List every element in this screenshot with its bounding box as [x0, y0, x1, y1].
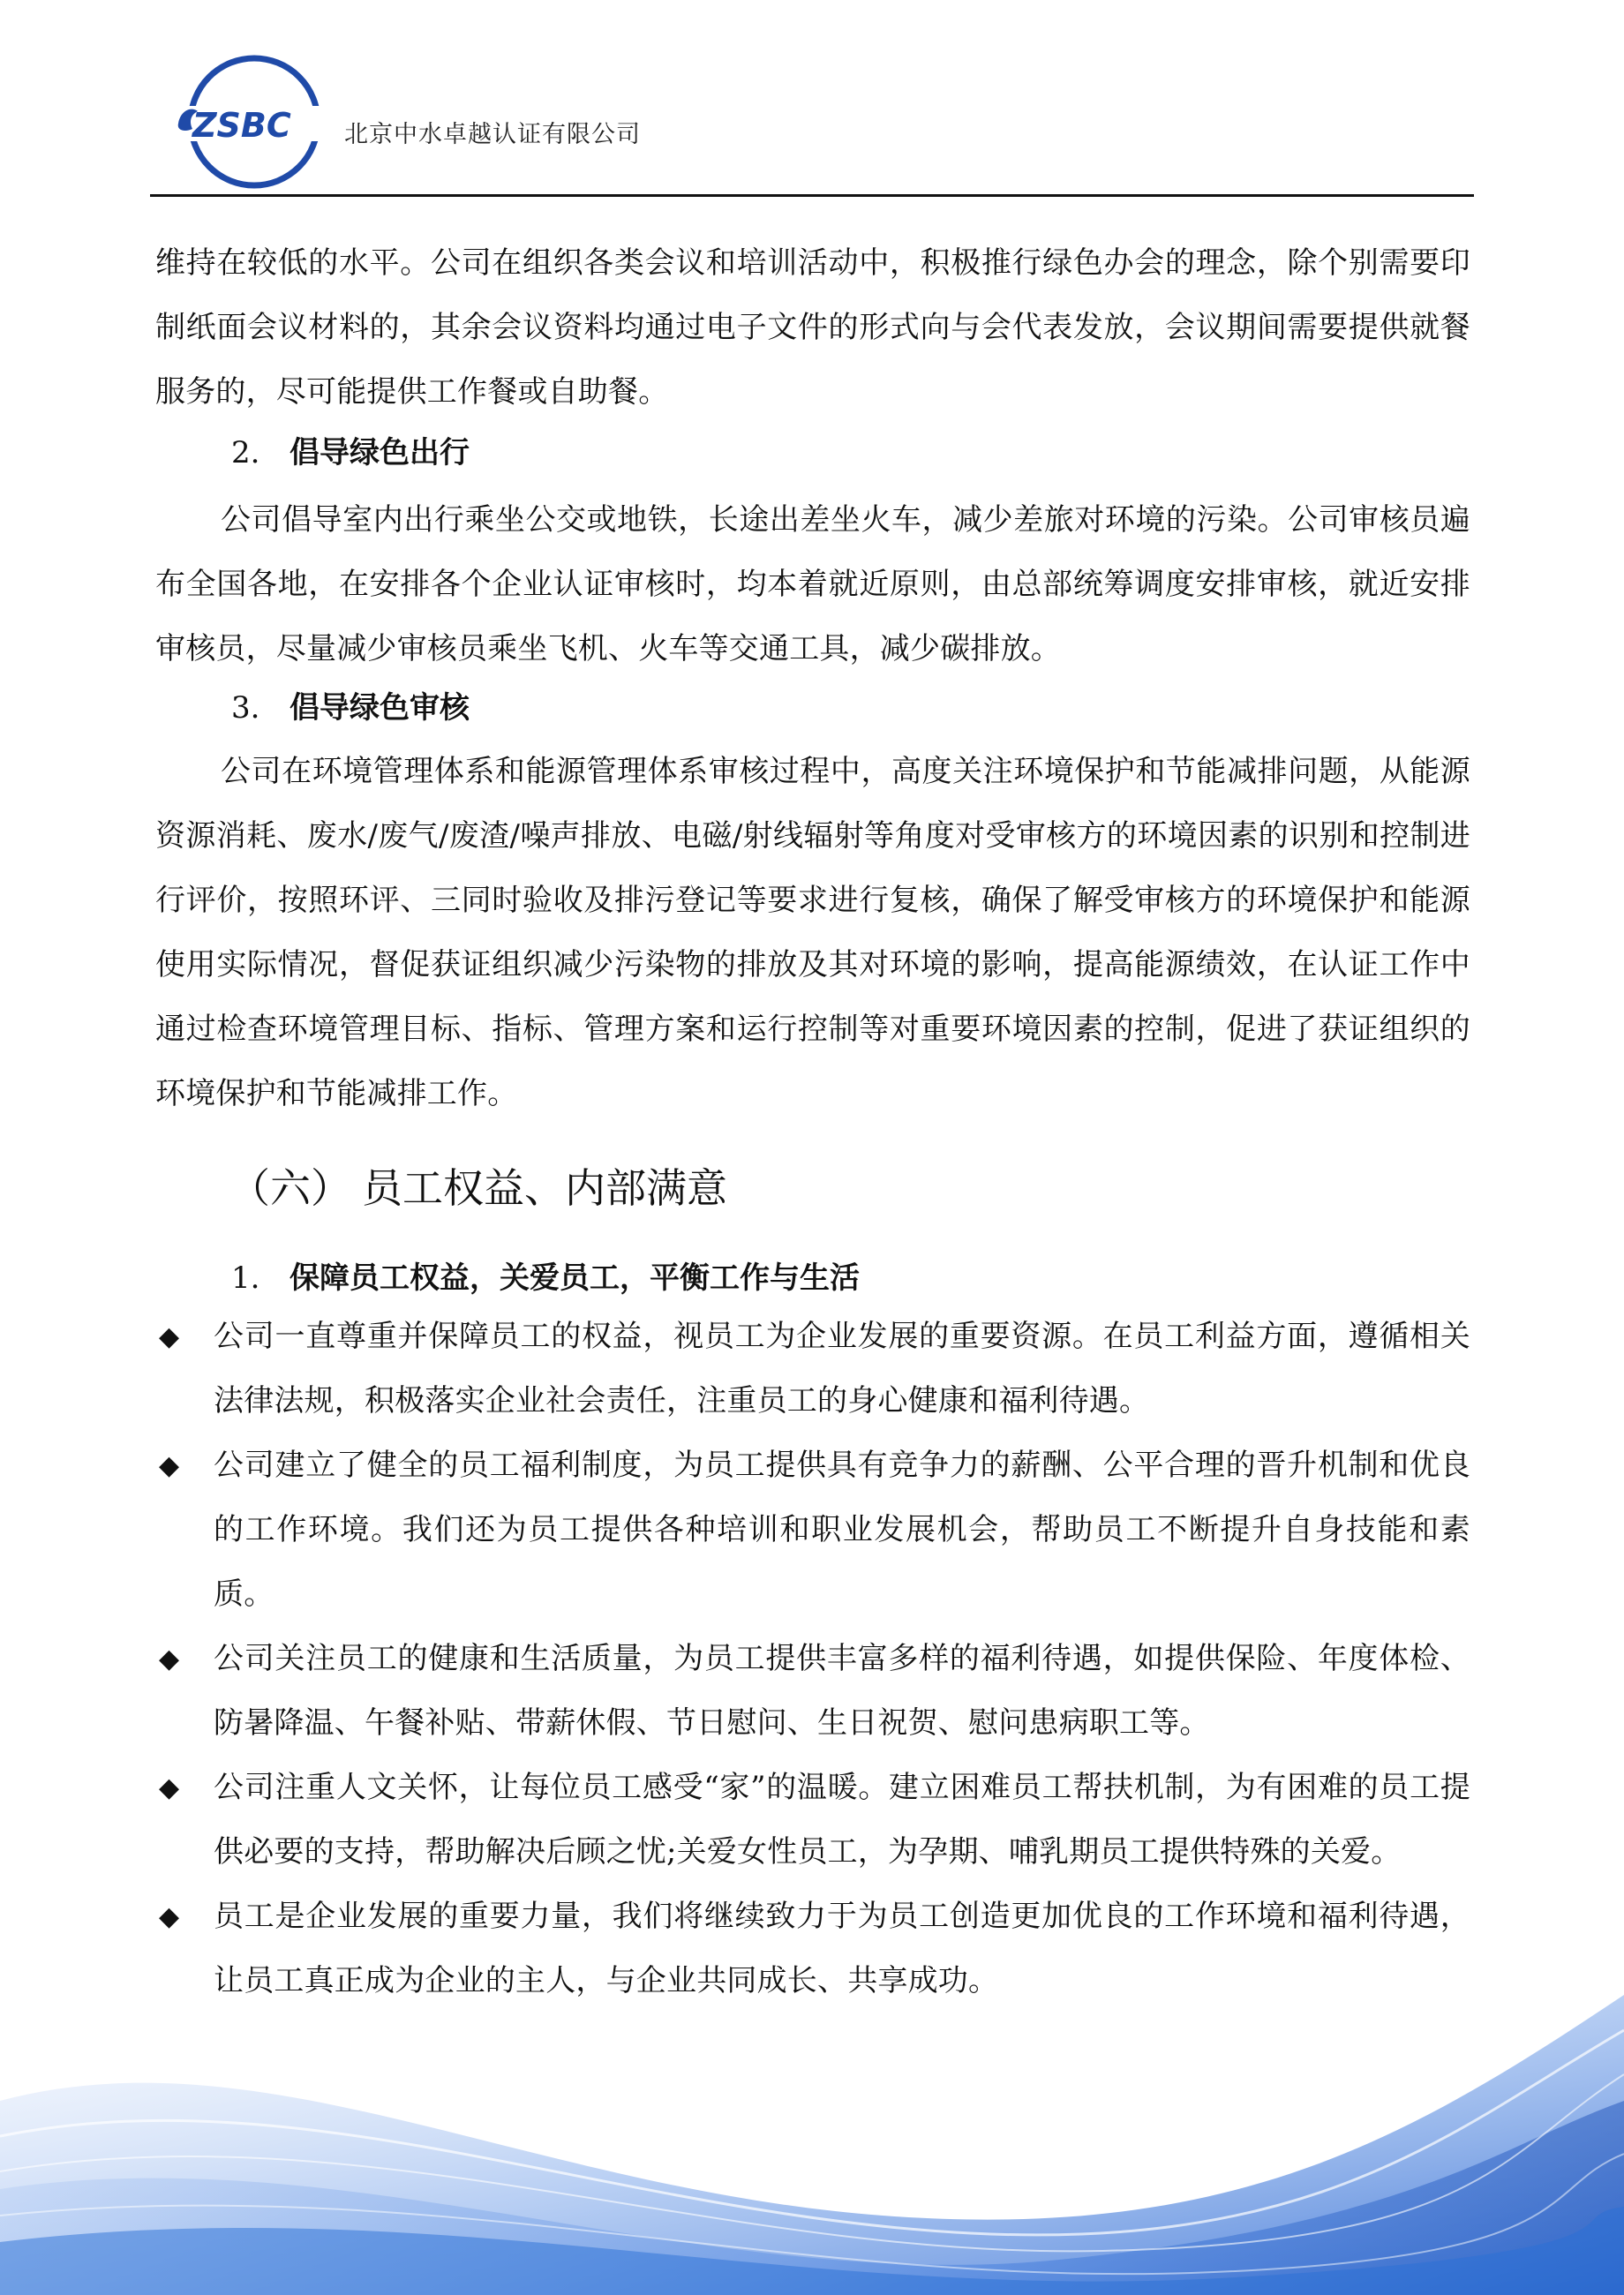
employee-benefits-list [155, 1305, 1470, 2013]
paragraph-green-meetings: 维持在较低的水平。公司在组织各类会议和培训活动中，积极推行绿色办会的理念，除个别需要印制纸面会议材料的，其余会议资料均通过电子文件的形式向与会代表发放，会议期间需要提供就餐服务的，尽可能提供工作餐或自助餐。 [155, 245, 1470, 410]
diamond-bullet-icon: ◆ [159, 1772, 180, 1803]
subheading-green-audit [155, 681, 1470, 734]
subheading-employee-rights [155, 1252, 1470, 1305]
list-item [155, 1305, 1470, 1433]
diamond-bullet-icon: ◆ [159, 1644, 180, 1674]
section-text: 员工权益、内部满意 [362, 1164, 727, 1212]
diamond-bullet-icon: ◆ [159, 1901, 180, 1932]
document-body [155, 231, 1470, 2013]
subheading-text: 倡导绿色出行 [289, 435, 470, 470]
paragraph-green-travel: 公司倡导室内出行乘坐公交或地铁，长途出差坐火车，减少差旅对环境的污染。公司审核员遍布全国各地，在安排各个企业认证审核时，均本着就近原则，由总部统筹调度安排审核，就近安排审核员，尽量减少审核员乘坐飞机、火车等交通工具，减少碳排放。 [155, 502, 1470, 666]
section-title [155, 1162, 1470, 1215]
list-item-text: 员工是企业发展的重要力量，我们将继续致力于为员工创造更加优良的工作环境和福利待遇，让员工真正成为企业的主人，与企业共同成长、共享成功。 [214, 1899, 1470, 1998]
list-item-text: 公司注重人文关怀，让每位员工感受“家”的温暖。建立困难员工帮扶机制，为有困难的员工提供必要的支持，帮助解决后顾之忧;关爱女性员工，为孕期、哺乳期员工提供特殊的关爱。 [214, 1770, 1470, 1870]
list-item [155, 1433, 1470, 1627]
paragraph-green-audit: 公司在环境管理体系和能源管理体系审核过程中，高度关注环境保护和节能减排问题，从能源资源消耗、废水/废气/废渣/噪声排放、电磁/射线辐射等角度对受审核方的环境因素的识别和控制进行评价，按照环评、三同时验收及排污登记等要求进行复核，确保了解受审核方的环境保护和能源使用实际情况，督促获证组织减少污染物的排放及其对环境的影响，提高能源绩效，在认证工作中通过检查环境管理目标、指标、管理方案和运行控制等对重要环境因素的控制，促进了获证组织的环境保护和节能减排工作。 [155, 754, 1470, 1111]
subheading-text: 保障员工权益，关爱员工，平衡工作与生活 [289, 1260, 860, 1296]
header-rule [150, 194, 1474, 197]
subheading-number: 1. [231, 1260, 260, 1296]
company-name: 北京中水卓越认证有限公司 [344, 121, 641, 148]
page-header [0, 0, 1624, 203]
list-item-text: 公司建立了健全的员工福利制度，为员工提供具有竞争力的薪酬、公平合理的晋升机制和优良的工作环境。我们还为员工提供各种培训和职业发展机会，帮助员工不断提升自身技能和素质。 [214, 1448, 1470, 1612]
list-item [155, 1756, 1470, 1885]
list-item-text: 公司一直尊重并保障员工的权益，视员工为企业发展的重要资源。在员工利益方面，遵循相关法律法规，积极落实企业社会责任，注重员工的身心健康和福利待遇。 [214, 1319, 1470, 1418]
subheading-number: 3. [231, 690, 260, 726]
subheading-green-travel [155, 426, 1470, 479]
diamond-bullet-icon: ◆ [159, 1321, 180, 1352]
decorative-wave-footer [0, 1924, 1624, 2295]
subheading-text: 倡导绿色审核 [289, 690, 470, 726]
list-item [155, 1627, 1470, 1756]
diamond-bullet-icon: ◆ [159, 1450, 180, 1481]
company-logo [168, 53, 335, 192]
logo-text: ZSBC [192, 106, 291, 145]
list-item-text: 公司关注员工的健康和生活质量，为员工提供丰富多样的福利待遇，如提供保险、年度体检、防暑降温、午餐补贴、带薪休假、节日慰问、生日祝贺、慰问患病职工等。 [214, 1641, 1470, 1741]
subheading-number: 2. [231, 435, 260, 470]
section-number: （六） [229, 1164, 351, 1212]
